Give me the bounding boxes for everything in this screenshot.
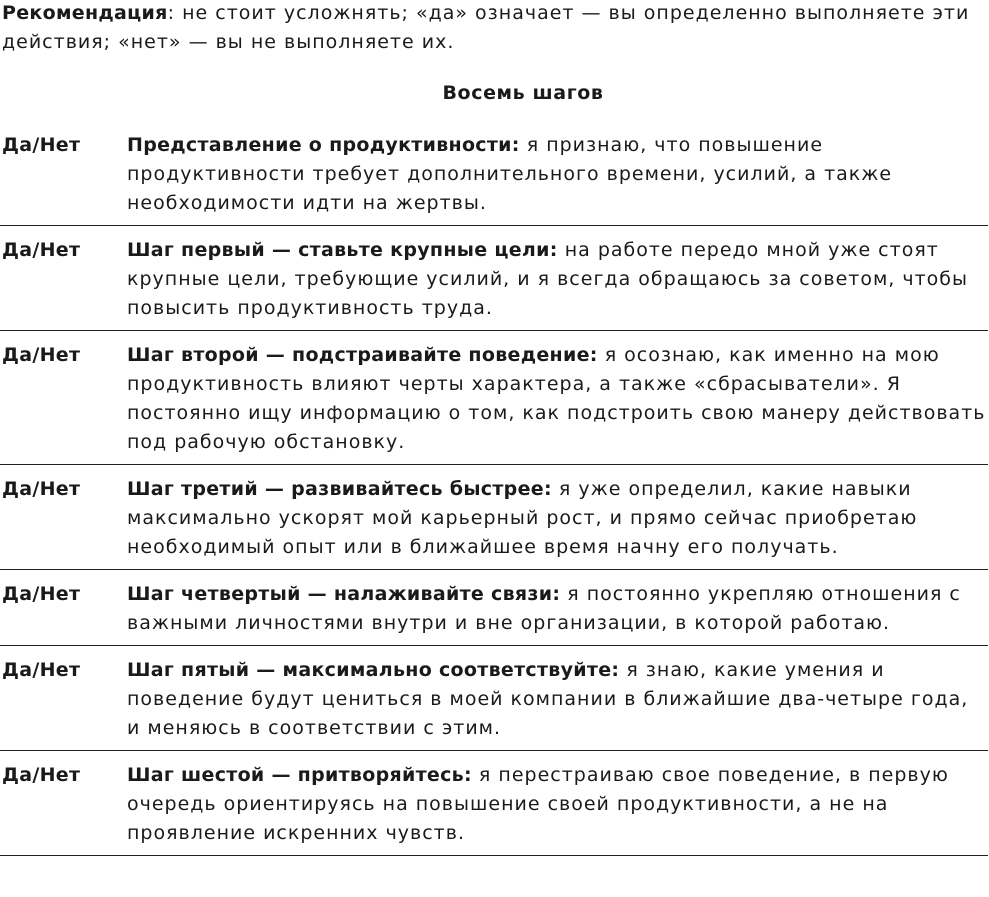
step-answer-label: Да/Нет <box>2 764 81 786</box>
step-answer-label: Да/Нет <box>2 239 81 261</box>
step-answer-label: Да/Нет <box>2 659 81 681</box>
step-description <box>127 341 988 457</box>
step-title: Представление о продуктивности: <box>127 134 520 156</box>
step-title: Шаг четвертый — налаживайте связи: <box>127 583 561 605</box>
step-title: Шаг шестой — притворяйтесь: <box>127 764 472 786</box>
step-description <box>127 131 988 218</box>
step-row <box>0 131 988 226</box>
step-title: Шаг третий — развивайтесь быстрее: <box>127 478 552 500</box>
step-title: Шаг второй — подстраивайте поведение: <box>127 344 598 366</box>
recommendation-text: : не стоит усложнять; «да» означает — вы определенно выполняете эти действия; «нет» — вы не выполняете их. <box>2 2 970 53</box>
step-row <box>0 761 988 856</box>
step-description <box>127 761 988 848</box>
step-text: я перестраиваю свое поведение, в первую очередь ориентируясь на повышение своей продуктивности, а не на проявление искренних чувств. <box>127 764 949 844</box>
step-text: я знаю, какие умения и поведение будут цениться в моей компании в ближайшие два-четыре года, и меняюсь в соответствии с этим. <box>127 659 969 739</box>
step-title: Шаг пятый — максимально соответствуйте: <box>127 659 620 681</box>
step-row <box>0 656 988 751</box>
step-row <box>0 580 988 646</box>
step-text: я постоянно укрепляю отношения с важными личностями внутри и вне организации, в которой работаю. <box>127 583 961 634</box>
step-answer-label: Да/Нет <box>2 344 81 366</box>
step-description <box>127 475 988 562</box>
recommendation-label: Рекомендация <box>2 2 168 24</box>
step-description <box>127 236 988 323</box>
step-text: я осознаю, как именно на мою продуктивность влияют черты характера, а также «сбрасыватели». Я постоянно ищу информацию о том, как подстроить свою манеру действовать под рабочую обстановку. <box>127 344 986 453</box>
step-row <box>0 475 988 570</box>
step-row <box>0 341 988 465</box>
step-text: на работе передо мной уже стоят крупные цели, требующие усилий, и я всегда обращаюсь за советом, чтобы повысить продуктивность труда. <box>127 239 968 319</box>
recommendation-paragraph <box>2 0 977 57</box>
step-description <box>127 580 988 638</box>
step-row <box>0 236 988 331</box>
section-title: Восемь шагов <box>442 82 604 104</box>
step-answer-label: Да/Нет <box>2 134 81 156</box>
step-description <box>127 656 988 743</box>
step-title: Шаг первый — ставьте крупные цели: <box>127 239 558 261</box>
steps-list <box>0 131 988 866</box>
step-answer-label: Да/Нет <box>2 478 81 500</box>
step-answer-label: Да/Нет <box>2 583 81 605</box>
step-text: я уже определил, какие навыки максимально ускорят мой карьерный рост, и прямо сейчас приобретаю необходимый опыт или в ближайшее время начну его получать. <box>127 478 918 558</box>
step-text: я признаю, что повышение продуктивности требует дополнительного времени, усилий, а также необходимости идти на жертвы. <box>127 134 893 214</box>
